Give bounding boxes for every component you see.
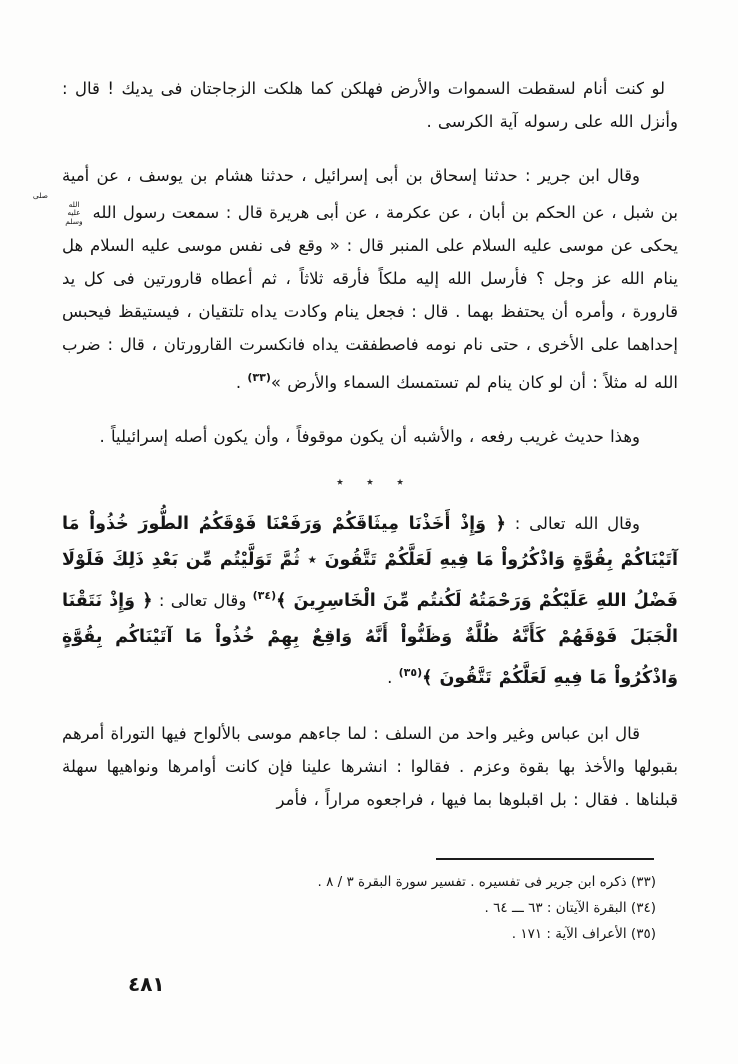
main-text-column	[32, 72, 678, 816]
text-run: لو كنت أنام لسقطت السموات والأرض فهلكن كما هلكت الزجاجتان فى يديك ! قال : وأنزل الله على رسوله آية الكرسى .	[62, 79, 678, 131]
text-run: .	[235, 372, 248, 392]
paragraph	[62, 72, 678, 138]
text-run: يحكى عن موسى عليه السلام على المنبر قال : « وقع فى نفس موسى عليه السلام هل ينام الله عز وجل ؟ فأرسل الله إليه ملكاً فأرقه ثلاثاً ، ثم أعطاه قارورتين فى كل يد قارورة ، وأمره أن يحتفظ بهما . قال : فجعل ينام وكادت يداه تلتقيان ، فيستيقظ فيحبس إحداهما على الأخرى ، حتى نام نومه فاصطفقت يداه فانكسرت القارورتان ، قال : ضرب الله له مثلاً : أن لو كان ينام لم تستمسك السماء والأرض »	[62, 235, 678, 392]
paragraph	[32, 159, 678, 399]
footnote-list	[62, 869, 678, 947]
paragraph	[62, 506, 678, 696]
footnote-line: (٣٣) ذكره ابن جرير فى تفسيره . تفسير سورة البقرة ٣ / ٨ .	[317, 874, 656, 890]
quran-verse: ﴿ وَإِذْ نَتَقْنَا الْجَبَلَ فَوْقَهُمْ كَأَنَّهُ ظُلَّةٌ وَظَنُّواْ أَنَّهُ وَاقِعٌ بِهِمْ خُذُواْ مَا آتَيْنَاكُم بِقُوَّةٍ وَاذْكُرُواْ مَا فِيهِ لَعَلَّكُمْ تَتَّقُونَ ﴾	[62, 590, 678, 688]
text-run: وقال ابن جرير : حدثنا إسحاق بن أبى إسرائيل ، حدثنا هشام بن يوسف ، عن أمية بن شبل ، عن الحكم بن أبان ، عن عكرمة ، عن أبى هريرة قال : سمعت رسول الله	[62, 166, 678, 222]
text-run: وقال تعالى :	[152, 590, 253, 610]
footnote-ref: (٣٥)	[398, 665, 423, 679]
footnote-divider	[436, 858, 654, 860]
footnote-line: (٣٥) الأعراف الآية : ١٧١ .	[511, 926, 656, 942]
footnote-ref: (٣٤)	[252, 588, 277, 602]
footnote-area	[62, 858, 678, 947]
footnote-line: (٣٤) البقرة الآيتان : ٦٣ ـــ ٦٤ .	[484, 900, 656, 916]
page-number: ٤٨١	[128, 972, 165, 996]
footnote-ref: (٣٣)	[247, 370, 271, 384]
paragraph	[62, 420, 678, 453]
paragraph	[62, 717, 678, 816]
text-run: وهذا حديث غريب رفعه ، والأشبه أن يكون موقوفاً ، وأن يكون أصله إسرائيلياً .	[99, 426, 640, 446]
text-run: قال ابن عباس وغير واحد من السلف : لما جاءهم موسى بالألواح فيها التوراة أمرهم بقبولها والأخذ بها بقوة وعزم . فقالوا : انشرها علينا فإن كانت أوامرها ونواهيها سهلة قبلناها . فقال : بل اقبلوها بما فيها ، فراجعوه مراراً ، فأمر	[62, 723, 678, 809]
paragraph-group-top	[32, 72, 678, 453]
salawat-ligature: صلى الله عليه وسلم	[32, 191, 83, 226]
text-run: وقال الله تعالى :	[505, 513, 640, 533]
quran-verse: ﴿ وَإِذْ أَخَذْنَا مِيثَاقَكُمْ وَرَفَعْنَا فَوْقَكُمُ الطُّورَ خُذُواْ مَا آتَيْنَاكُمْ بِقُوَّةٍ وَاذْكُرُواْ مَا فِيهِ لَعَلَّكُمْ تَتَّقُونَ ٭ ثُمَّ تَوَلَّيْتُم مِّن بَعْدِ ذَلِكَ فَلَوْلَا فَضْلُ اللهِ عَلَيْكُمْ وَرَحْمَتُهُ لَكُنتُم مِّنَ الْخَاسِرِينَ ﴾	[62, 513, 678, 611]
section-separator: ٭ ٭ ٭	[336, 473, 404, 490]
paragraph-group-bottom	[62, 506, 678, 816]
text-run: .	[387, 667, 399, 687]
